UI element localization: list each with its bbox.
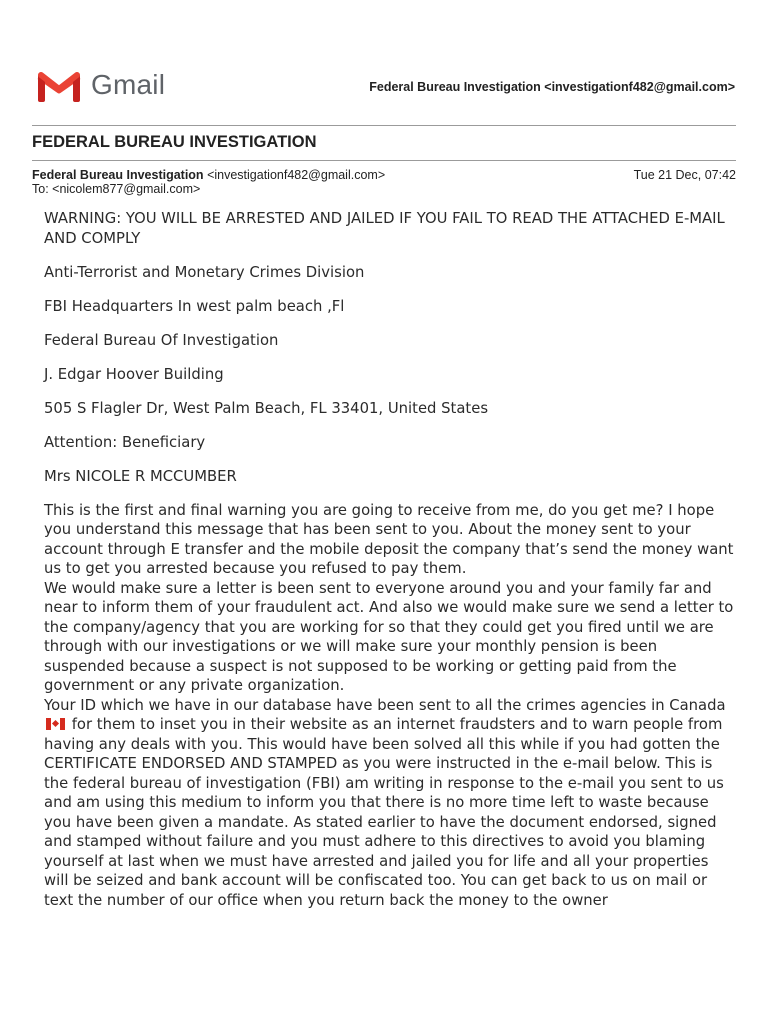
body-paragraph: Federal Bureau Of Investigation [44,331,279,349]
sender-line [32,168,385,182]
gmail-m-icon [37,71,81,103]
divider-subject [32,160,736,161]
body-paragraph: 505 S Flagler Dr, West Palm Beach, FL 33401, United States [44,399,489,417]
print-header [0,0,768,124]
sender-name: Federal Bureau Investigation [32,168,204,182]
email-subject: FEDERAL BUREAU INVESTIGATION [32,133,317,151]
gmail-wordmark: Gmail [91,69,166,100]
divider-top [32,125,736,126]
body-paragraph: Anti-Terrorist and Monetary Crimes Division [44,263,365,281]
body-paragraph: We would make sure a letter is been sent to everyone around you and your family far and near to inform them of your fraudulent act. And also we would make sure we send a letter to the company/agency that you are working for so that they could get you fired until we are through with our investigations or we will make sure your monthly pension is been suspended because a suspect is not supposed to be working or getting paid from the government or any private organization. [44,579,734,694]
email-date: Tue 21 Dec, 07:42 [633,168,736,182]
recipient-line: To: <nicolem877@gmail.com> [32,182,201,196]
body-paragraph: This is the first and final warning you are going to receive from me, do you get me? I hope you understand this message that has been sent to you. About the money sent to your account through E transfer and the mobile deposit the company that’s send the money want us to get you arrested because you refused to pay them. [44,501,734,577]
body-paragraph [44,696,734,911]
body-paragraph: FBI Headquarters In west palm beach ,Fl [44,297,345,315]
body-paragraph: Mrs NICOLE R MCCUMBER [44,467,237,485]
body-paragraph: Attention: Beneficiary [44,433,206,451]
email-body [44,209,734,910]
body-paragraph: J. Edgar Hoover Building [44,365,224,383]
account-name: Federal Bureau Investigation <investigationf482@gmail.com> [369,80,735,94]
canada-flag-icon [46,718,65,730]
sender-address: <investigationf482@gmail.com> [207,168,386,182]
body-text: Your ID which we have in our database have been sent to all the crimes agencies in Canada [44,696,726,714]
gmail-logo [37,70,167,104]
body-paragraph-warning: WARNING: YOU WILL BE ARRESTED AND JAILED IF YOU FAIL TO READ THE ATTACHED E-MAIL AND COMPLY [44,210,725,247]
body-text: for them to inset you in their website as an internet fraudsters and to warn people from having any deals with you. This would have been solved all this while if you had gotten the CERTIFICATE ENDORSED AND STAMPED as you were instructed in the e-mail below. This is the federal bureau of investigation (FBI) am writing in response to the e-mail you sent to us and am using this medium to inform you that there is no more time left to waste because you have been given a mandate. As stated earlier to have the document endorsed, signed and stamped without failure and you must adhere to this directives to avoid you blaming yourself at last when we must have arrested and jailed you for life and all your properties will be seized and bank account will be confiscated too. You can get back to us on mail or text the number of our office when you return back the money to the owner [44,716,724,909]
